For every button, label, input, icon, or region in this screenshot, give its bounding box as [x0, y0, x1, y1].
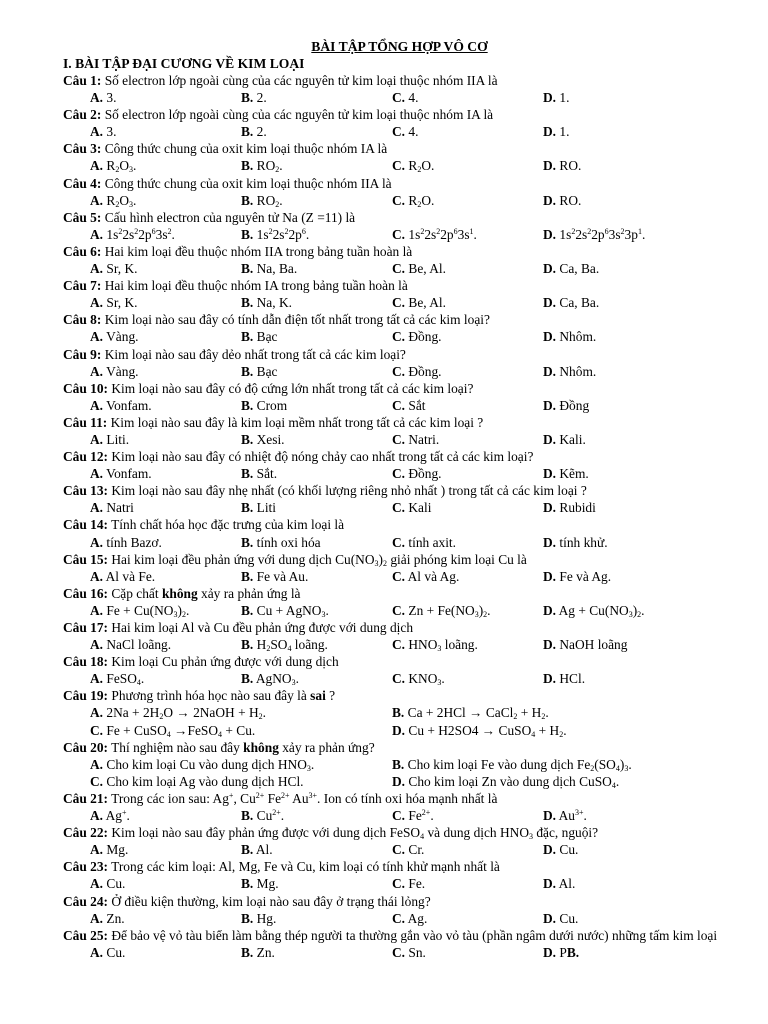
option-a: A. NaCl loãng.: [90, 637, 172, 653]
option-row: [63, 465, 736, 482]
question-text: Để bảo vệ vỏ tàu biển làm bằng thép người ta thường gắn vào vỏ tàu (phần ngâm dưới nước) những tấm kim loại: [111, 927, 718, 943]
option-b: B. Na, Ba.: [241, 261, 298, 277]
option-row: [63, 722, 736, 739]
question-5: [63, 209, 736, 226]
option-a: A. FeSO$_4$.: [90, 671, 145, 688]
question-label: Câu 14:: [63, 517, 109, 533]
question-label: Câu 8:: [63, 312, 102, 328]
option-d: D. Kẽm.: [543, 466, 589, 482]
option-c: C. Ag.: [392, 910, 428, 926]
question-label: Câu 19:: [63, 688, 109, 704]
question-text: Hai kim loại Al và Cu đều phản ứng được với dung dịch: [111, 620, 414, 635]
question-text: Ở điều kiện thường, kim loại nào sau đây ở trạng thái lỏng?: [111, 893, 431, 909]
question-text: Kim loại nào sau đây có nhiệt độ nóng chảy cao nhất trong tất cả các kim loại?: [111, 449, 534, 465]
question-label: Câu 6:: [63, 243, 102, 259]
option-d: D. Kali.: [543, 431, 586, 447]
question-label: Câu 24:: [63, 893, 109, 909]
question-label: Câu 13:: [63, 483, 109, 499]
question-list: [63, 72, 736, 961]
question-label: Câu 18:: [63, 654, 109, 670]
option-d: D. 1.: [543, 90, 570, 106]
option-c: C. Fe.: [392, 876, 426, 892]
option-c: C. Be, Al.: [392, 295, 446, 311]
question-text: Trong các ion sau: Ag+, $Cu^{2+}$ $Fe^{2+}$ $Au^{3+}$. Ion có tính oxi hóa mạnh nhất là: [111, 790, 498, 806]
option-row: [63, 704, 736, 721]
option-a: A. Sr, K.: [90, 295, 138, 311]
option-b: B. AgNO$_3$.: [241, 671, 299, 688]
option-row: [63, 910, 736, 927]
question-label: Câu 3:: [63, 141, 102, 157]
question-text: Số electron lớp ngoài cùng của các nguyên tử kim loại thuộc nhóm IIA là: [104, 73, 498, 88]
option-b: B. Crom: [241, 397, 288, 413]
question-text: Cấu hình electron của nguyên tử Na (Z =11) là: [104, 209, 356, 225]
question-label: Câu 15:: [63, 551, 109, 567]
option-c: C. $HNO_3$ loãng.: [392, 637, 478, 654]
option-a: A. Vàng.: [90, 363, 139, 379]
option-row: [63, 602, 736, 619]
option-row: [63, 431, 736, 448]
question-label: Câu 16:: [63, 585, 109, 601]
question-18: [63, 653, 736, 670]
option-a: A. $Fe + Cu(NO_3)_2$.: [90, 602, 190, 619]
option-c: C. Natri.: [392, 431, 440, 447]
question-text: Kim loại nào sau đây là kim loại mềm nhất trong tất cả các kim loại ?: [110, 414, 484, 430]
question-label: Câu 9:: [63, 346, 102, 362]
question-21: [63, 790, 736, 807]
question-25: [63, 927, 736, 944]
option-d: D. Fe và Ag.: [543, 568, 612, 584]
option-c: C. Fe + CuSO$_4$ →FeSO$_4$ + Cu.: [90, 722, 256, 739]
option-b: B. $1s^22s^22p^6$.: [241, 226, 310, 242]
question-text: Kim loại nào sau đây có độ cứng lớn nhất trong tất cả các kim loại?: [111, 380, 474, 396]
question-23: [63, 858, 736, 875]
option-row: [63, 260, 736, 277]
option-row: [63, 636, 736, 653]
option-b: B. Zn.: [241, 944, 275, 960]
question-text: Kim loại nào sau đây nhẹ nhất (có khối lượng riêng nhỏ nhất ) trong tất cả các kim loại ?: [111, 483, 587, 499]
option-c: C. 4.: [392, 124, 419, 140]
option-a: A. Natri: [90, 500, 134, 516]
option-d: D. RO.: [543, 192, 582, 208]
option-b: B. Xesi.: [241, 431, 285, 447]
question-text: Tính chất hóa học đặc trưng của kim loại là: [111, 517, 345, 533]
question-label: Câu 25:: [63, 927, 109, 943]
option-a: A. $R_2O_3$.: [90, 158, 137, 175]
option-d: D. Cu + H2SO4 → CuSO$_4$ + $H_2$.: [392, 722, 567, 739]
question-1: [63, 72, 736, 89]
option-c: C. $R_2O$.: [392, 158, 435, 175]
option-d: D. Đồng: [543, 397, 590, 413]
option-d: D. $Ag + Cu(NO_3)_2$.: [543, 602, 645, 619]
option-d: D. NaOH loãng: [543, 637, 628, 653]
option-c: C. Cr.: [392, 842, 425, 858]
option-a: A. Mg.: [90, 842, 129, 858]
question-4: [63, 175, 736, 192]
question-label: Câu 1:: [63, 73, 102, 88]
question-8: [63, 311, 736, 328]
question-text: Trong các kim loại: Al, Mg, Fe và Cu, kim loại có tính khử mạnh nhất là: [111, 859, 500, 875]
question-label: Câu 17:: [63, 620, 109, 635]
option-row: [63, 670, 736, 687]
option-c: C. Đồng.: [392, 363, 442, 379]
option-a: A. Liti.: [90, 431, 130, 447]
option-d: D. tính khử.: [543, 534, 608, 550]
option-c: C. $Fe^{2+}$.: [392, 808, 434, 824]
option-d: D. 1.: [543, 124, 570, 140]
question-text: Công thức chung của oxit kim loại thuộc nhóm IIA là: [104, 175, 392, 191]
question-label: Câu 12:: [63, 449, 109, 465]
question-text: Số electron lớp ngoài cùng của các nguyên tử kim loại thuộc nhóm IA là: [104, 107, 494, 123]
option-b: B. Ca + 2HCl → CaCl$_2$ + $H_2$.: [392, 705, 549, 722]
option-a: A. 3.: [90, 90, 117, 106]
option-c: C. $KNO_3$.: [392, 671, 445, 688]
option-b: B. Cu + AgNO$_3$.: [241, 602, 329, 619]
option-a: A. Cho kim loại Cu vào dung dịch $HNO_3$.: [90, 756, 315, 773]
option-c: C. Sn.: [392, 944, 426, 960]
question-6: [63, 243, 736, 260]
option-b: B. tính oxi hóa: [241, 534, 321, 550]
question-text: Hai kim loại đều thuộc nhóm IIA trong bảng tuần hoàn là: [104, 243, 413, 259]
question-text: Kim loại nào sau đây phản ứng được với dung dịch FeSO$_4$ và dung dịch $HNO_3$ đặc, nguội?: [111, 825, 599, 842]
question-text: Cặp chất không xảy ra phản ứng là: [111, 585, 301, 601]
option-b: B. $H_2SO_4$ loãng.: [241, 637, 328, 654]
question-text: Kim loại nào sau đây dẻo nhất trong tất cả các kim loại?: [104, 346, 406, 362]
question-7: [63, 277, 736, 294]
option-a: A. Zn.: [90, 910, 125, 926]
option-c: C. Kali: [392, 500, 432, 516]
option-a: A. Al và Fe.: [90, 568, 156, 584]
option-b: B. Al.: [241, 842, 273, 858]
option-a: A. tính Bazơ.: [90, 534, 162, 550]
option-b: B. 2.: [241, 124, 267, 140]
option-c: C. Al và Ag.: [392, 568, 460, 584]
option-d: D. Nhôm.: [543, 363, 597, 379]
option-row: [63, 756, 736, 773]
question-label: Câu 7:: [63, 278, 102, 294]
option-c: C. $1s^22s^22p^63s^1$.: [392, 226, 477, 242]
question-2: [63, 106, 736, 123]
option-d: D. Al.: [543, 876, 576, 892]
option-row: [63, 363, 736, 380]
option-row: [63, 807, 736, 824]
question-15: [63, 551, 736, 568]
question-13: [63, 482, 736, 499]
question-24: [63, 893, 736, 910]
option-b: B. $Cu^{2+}$.: [241, 808, 285, 824]
option-a: A. Cu.: [90, 876, 126, 892]
option-d: D. Cu.: [543, 910, 579, 926]
option-a: A. $2Na + 2H_2O$ → 2NaOH + $H_2$.: [90, 705, 266, 722]
document-title: BÀI TẬP TỔNG HỢP VÔ CƠ: [311, 39, 488, 54]
option-c: C. Cho kim loại Ag vào dung dịch HCl.: [90, 773, 304, 789]
option-d: D. HCl.: [543, 671, 586, 687]
question-19: [63, 687, 736, 704]
option-d: D. Ca, Ba.: [543, 261, 600, 277]
option-c: C. Đồng.: [392, 329, 442, 345]
option-b: B. Na, K.: [241, 295, 292, 311]
question-label: Câu 11:: [63, 414, 108, 430]
question-label: Câu 23:: [63, 859, 109, 875]
option-row: [63, 192, 736, 209]
question-9: [63, 346, 736, 363]
option-b: B. Fe và Au.: [241, 568, 309, 584]
option-a: A. $1s^22s^22p^63s^2$.: [90, 226, 175, 242]
option-row: [63, 944, 736, 961]
option-row: [63, 397, 736, 414]
option-c: C. 4.: [392, 90, 419, 106]
question-10: [63, 380, 736, 397]
question-text: Thí nghiệm nào sau đây không xảy ra phản ứng?: [111, 739, 375, 755]
option-a: A. Ag+.: [90, 808, 130, 824]
option-row: [63, 773, 736, 790]
option-row: [63, 328, 736, 345]
option-row: [63, 568, 736, 585]
option-a: A. Cu.: [90, 944, 126, 960]
question-16: [63, 585, 736, 602]
question-label: Câu 2:: [63, 107, 102, 123]
option-row: [63, 499, 736, 516]
option-b: B. Bạc: [241, 363, 278, 379]
option-b: B. Cho kim loại Fe vào dung dịch $Fe_2(SO_4)_3$.: [392, 756, 632, 773]
option-b: B. Sắt.: [241, 466, 278, 482]
option-a: A. 3.: [90, 124, 117, 140]
option-b: B. Mg.: [241, 876, 279, 892]
question-text: Kim loại nào sau đây có tính dẫn điện tốt nhất trong tất cả các kim loại?: [104, 312, 490, 328]
option-d: D. $1s^22s^22p^63s^23p^1$.: [543, 226, 646, 242]
option-d: D. Cho kim loại Zn vào dung dịch CuSO$_4$.: [392, 773, 620, 790]
option-row: [63, 226, 736, 243]
option-row: [63, 841, 736, 858]
option-row: [63, 534, 736, 551]
option-a: A. Vonfam.: [90, 466, 152, 482]
option-a: A. Vonfam.: [90, 397, 152, 413]
option-a: A. $R_2O_3$.: [90, 192, 137, 209]
question-label: Câu 20:: [63, 739, 109, 755]
question-label: Câu 22:: [63, 825, 109, 841]
question-text: Phương trình hóa học nào sau đây là sai ?: [111, 688, 336, 704]
question-11: [63, 414, 736, 431]
option-d: D. Ca, Ba.: [543, 295, 600, 311]
option-b: B. Bạc: [241, 329, 278, 345]
question-text: Công thức chung của oxit kim loại thuộc nhóm IA là: [104, 141, 388, 157]
question-label: Câu 4:: [63, 175, 102, 191]
question-label: Câu 5:: [63, 209, 102, 225]
option-d: D. Rubidi: [543, 500, 596, 516]
question-14: [63, 516, 736, 533]
question-12: [63, 448, 736, 465]
question-text: Hai kim loại đều thuộc nhóm IA trong bảng tuần hoàn là: [104, 278, 408, 294]
option-d: D. Nhôm.: [543, 329, 597, 345]
option-c: C. Đồng.: [392, 466, 442, 482]
option-b: B. $RO_2$.: [241, 192, 283, 209]
option-d: D. $Au^{3+}$.: [543, 808, 587, 824]
option-c: C. $R_2O$.: [392, 192, 435, 209]
question-label: Câu 21:: [63, 790, 109, 806]
option-c: C. tính axit.: [392, 534, 456, 550]
question-text: Kim loại Cu phản ứng được với dung dịch: [111, 654, 339, 670]
question-20: [63, 739, 736, 756]
question-3: [63, 140, 736, 157]
question-22: [63, 824, 736, 841]
question-label: Câu 10:: [63, 380, 109, 396]
option-row: [63, 123, 736, 140]
option-a: A. Sr, K.: [90, 261, 138, 277]
option-row: [63, 875, 736, 892]
option-row: [63, 157, 736, 174]
question-17: [63, 619, 736, 636]
option-b: B. Hg.: [241, 910, 277, 926]
option-b: B. Liti: [241, 500, 276, 516]
option-c: C. Be, Al.: [392, 261, 446, 277]
option-row: [63, 294, 736, 311]
option-b: B. 2.: [241, 90, 267, 106]
option-c: C. Sắt: [392, 397, 426, 413]
option-d: D. PB.: [543, 944, 580, 960]
option-a: A. Vàng.: [90, 329, 139, 345]
option-d: D. RO.: [543, 158, 582, 174]
option-c: C. $Zn + Fe(NO_3)_2$.: [392, 602, 491, 619]
question-text: Hai kim loại đều phản ứng với dung dịch $Cu(NO_3)_2$ giải phóng kim loại Cu là: [111, 551, 527, 568]
option-b: B. $RO_2$.: [241, 158, 283, 175]
option-d: D. Cu.: [543, 842, 579, 858]
option-row: [63, 89, 736, 106]
section-heading: I. BÀI TẬP ĐẠI CƯƠNG VỀ KIM LOẠI: [63, 56, 305, 71]
